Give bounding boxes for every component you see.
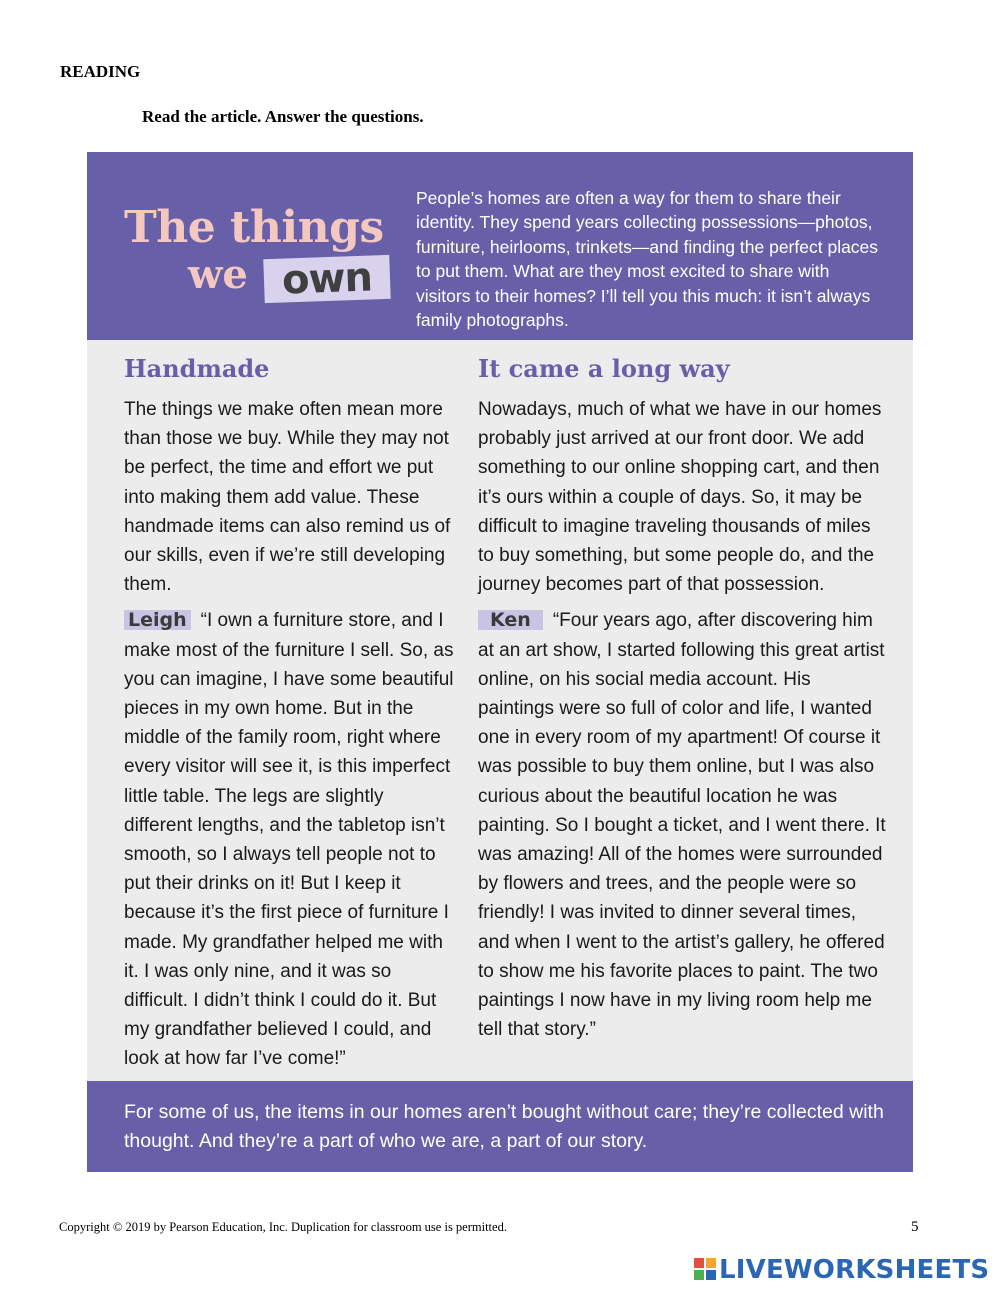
quote-block-leigh — [124, 606, 457, 1073]
instructions: Read the article. Answer the questions. — [142, 107, 424, 126]
article-title-own-box — [263, 255, 390, 303]
article-intro: People’s homes are often a way for them to share their identity. They spend years collecting possessions—photos, furniture, heirlooms, trinkets—and finding the perfect places to put them. What are they most excited to share with visitors to their homes? I’ll tell you this much: it isn’t always family photographs. — [416, 188, 879, 331]
heading-long-way: It came a long way — [478, 354, 730, 383]
conclusion-text: For some of us, the items in our homes aren’t bought without care; they’re collected with thought. And they’re a part of who we are, a part of our story. — [124, 1101, 884, 1152]
paragraph-long-way: Nowadays, much of what we have in our homes probably just arrived at our front door. We add something to our online shopping cart, and then it’s ours within a couple of days. So, it may be difficult to imagine traveling thousands of miles to buy something, but some people do, and the journey becomes part of that possession. — [478, 399, 882, 596]
article-banner — [87, 152, 913, 340]
article-title-own: own — [281, 254, 373, 304]
page-number: 5 — [911, 1219, 919, 1235]
speaker-tag-ken: Ken — [478, 610, 543, 630]
article-panel — [87, 152, 913, 1172]
conclusion-banner — [87, 1081, 913, 1172]
column-handmade — [124, 350, 457, 1074]
column-long-way — [478, 350, 888, 1044]
section-label: READING — [60, 62, 141, 81]
liveworksheets-wordmark: LIVEWORKSHEETS — [719, 1255, 990, 1285]
quote-ken: “Four years ago, after discovering him at an art show, I started following this great artist online, on his social media account. His paintings were so full of color and life, I wanted one in every room of my apartment! Of course it was possible to buy them online, but I was also curious about the beautiful location he was painting. So I bought a ticket, and I went there. It was amazing! All of the homes were surrounded by flowers and trees, and the people were so friendly! I was invited to dinner several times, and when I went to the artist’s gallery, he offered to show me his favorite places to paint. The two paintings I now have in my living room help me tell that story.” — [478, 610, 886, 1041]
article-title-we: we — [188, 251, 248, 298]
liveworksheets-logo[interactable] — [694, 1254, 994, 1286]
quote-block-ken — [478, 606, 888, 1044]
paragraph-handmade: The things we make often mean more than those we buy. While they may not be perfect, the time and effort we put into making them add value. These handmade items can also remind us of our skills, even if we’re still developing them. — [124, 399, 451, 596]
copyright-notice: Copyright © 2019 by Pearson Education, Inc. Duplication for classroom use is permitted. — [59, 1220, 507, 1234]
heading-handmade: Handmade — [124, 354, 270, 383]
liveworksheets-icon — [694, 1258, 716, 1280]
speaker-tag-leigh: Leigh — [124, 610, 191, 630]
article-title-line1: The things — [124, 202, 384, 253]
quote-leigh: “I own a furniture store, and I make most of the furniture I sell. So, as you can imagine, I have some beautiful pieces in my own home. But in the middle of the family room, right where every visitor will see it, is this imperfect little table. The legs are slightly different lengths, and the tabletop isn’t smooth, so I always tell people not to put their drinks on it! But I keep it because it’s the first piece of furniture I made. My grandfather helped me with it. I was only nine, and it was so difficult. I didn’t think I could do it. But my grandfather believed I could, and look at how far I’ve come!” — [124, 610, 454, 1070]
